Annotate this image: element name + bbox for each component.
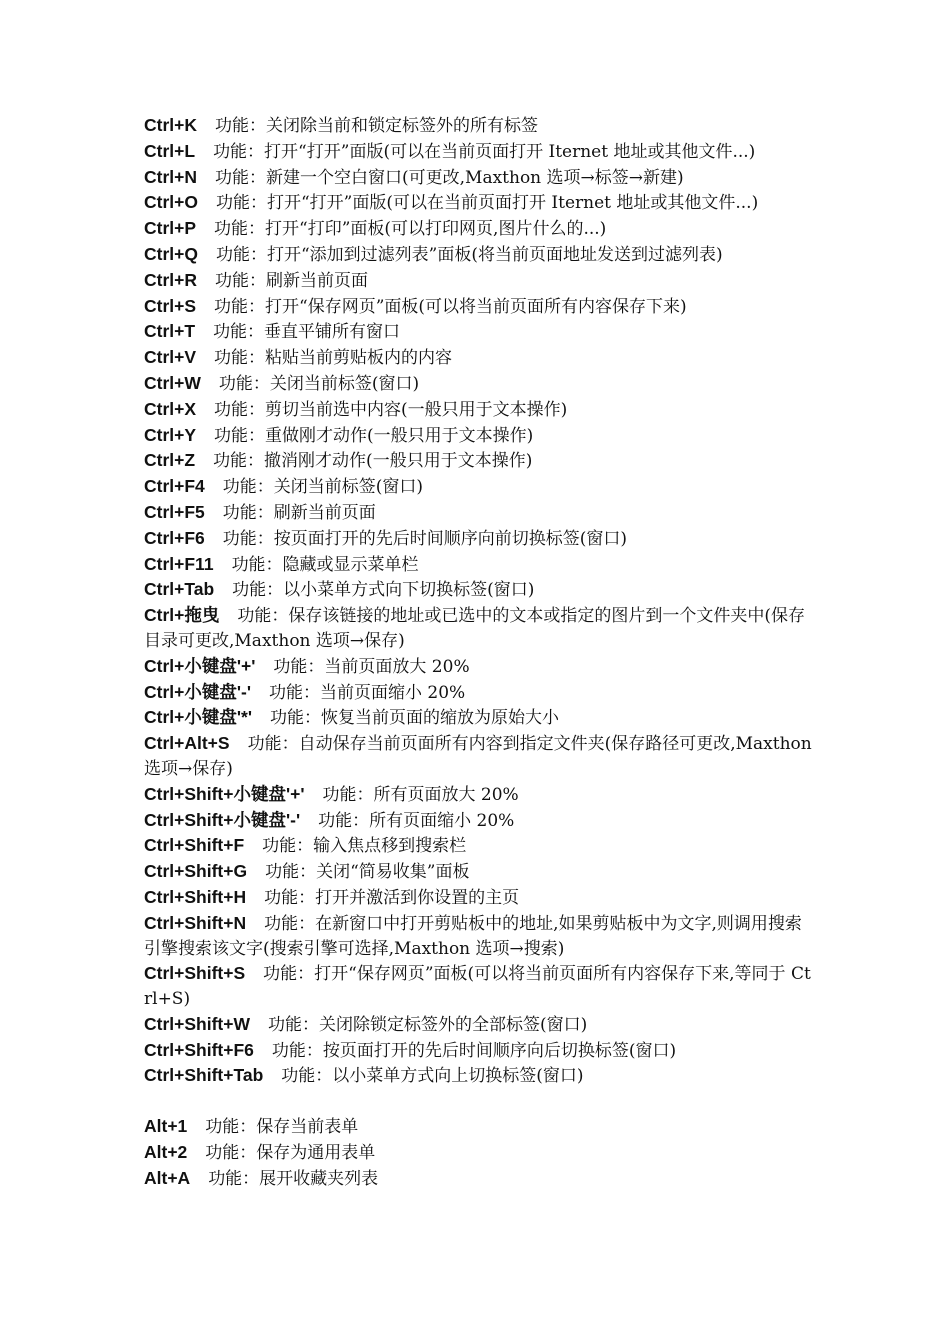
shortcut-line [144,1114,814,1140]
shortcut-desc: 功能：当前页面缩小 20% [269,682,466,703]
shortcut-desc: 功能：关闭除锁定标签外的全部标签(窗口) [267,1014,588,1035]
shortcut-desc: 功能：当前页面放大 20% [273,656,470,677]
shortcut-line [144,1038,814,1064]
shortcut-key: Ctrl+F11 [144,553,214,574]
shortcut-desc: 功能：打开“打开”面版(可以在当前页面打开 Iternet 地址或其他文件...) [215,193,759,214]
shortcut-line [144,113,814,139]
shortcut-line [144,371,814,397]
shortcut-line [144,859,814,885]
shortcut-desc: 功能：关闭当前标签(窗口) [218,373,420,394]
shortcut-desc: 功能：输入焦点移到搜索栏 [262,836,467,857]
shortcut-key: Ctrl+F5 [144,501,205,522]
shortcut-desc: 功能：打开“添加到过滤列表”面板(将当前页面地址发送到过滤列表) [215,244,723,265]
shortcut-line [144,680,814,706]
shortcut-desc: 功能：在新窗口中打开剪贴板中的地址,如果剪贴板中为文字,则调用搜索引擎搜索该文字(搜索引擎可选择,Maxthon 选项→搜索) [144,913,802,959]
shortcut-line [144,885,814,911]
shortcut-desc: 功能：刷新当前页面 [215,270,368,291]
shortcut-line [144,165,814,191]
shortcut-desc: 功能：保存该链接的地址或已选中的文本或指定的图片到一个文件夹中(保存目录可更改,Maxthon 选项→保存) [144,606,805,651]
shortcut-desc: 功能：关闭“简易收集”面板 [265,862,470,883]
shortcut-desc: 功能：刷新当前页面 [222,502,376,523]
shortcut-key: Ctrl+X [144,398,197,419]
shortcut-key: Ctrl+Shift+小键盘'-' [144,809,301,830]
shortcut-line [144,319,814,345]
shortcut-line [144,808,814,834]
shortcut-desc: 功能：以小菜单方式向上切换标签(窗口) [281,1066,584,1087]
shortcut-list [144,113,814,1191]
shortcut-key: Ctrl+Shift+H [144,886,247,907]
shortcut-key: Ctrl+F4 [144,476,205,497]
shortcut-line [144,782,814,808]
shortcut-key: Ctrl+Alt+S [144,733,230,754]
shortcut-desc: 功能：所有页面放大 20% [322,784,519,805]
ctrl-shortcuts-section [144,113,814,1089]
shortcut-desc: 功能：粘贴当前剪贴板内的内容 [214,348,453,369]
shortcut-line [144,268,814,294]
shortcut-key: Ctrl+P [144,218,197,239]
shortcut-line [144,294,814,320]
shortcut-desc: 功能：撤消刚才动作(一般只用于文本操作) [213,451,533,472]
shortcut-desc: 功能：打开“打开”面版(可以在当前页面打开 Iternet 地址或其他文件...) [213,141,756,162]
shortcut-line [144,216,814,242]
shortcut-key: Ctrl+拖曳 [144,605,220,626]
shortcut-line [144,448,814,474]
shortcut-line [144,603,814,654]
shortcut-line [144,731,814,782]
shortcut-desc: 功能：打开“打印”面板(可以打印网页,图片什么的...) [214,219,607,240]
shortcut-desc: 功能：关闭除当前和锁定标签外的所有标签 [215,116,538,136]
shortcut-line [144,139,814,165]
shortcut-desc: 功能：按页面打开的先后时间顺序向后切换标签(窗口) [271,1040,677,1061]
shortcut-line [144,1166,814,1192]
shortcut-key: Ctrl+Shift+F6 [144,1039,254,1060]
shortcut-key: Alt+A [144,1167,191,1188]
shortcut-key: Ctrl+Shift+S [144,963,246,984]
shortcut-key: Ctrl+S [144,295,197,316]
shortcut-key: Ctrl+O [144,192,198,213]
shortcut-key: Ctrl+Q [144,243,198,264]
shortcut-key: Ctrl+小键盘'-' [144,681,252,702]
shortcut-desc: 功能：打开“保存网页”面板(可以将当前页面所有内容保存下来,等同于 Ctrl+S) [144,964,811,1010]
shortcut-desc: 功能：保存为通用表单 [205,1142,376,1163]
shortcut-line [144,1012,814,1038]
shortcut-key: Ctrl+V [144,347,197,368]
shortcut-line [144,833,814,859]
shortcut-key: Ctrl+Y [144,424,197,445]
shortcut-key: Ctrl+N [144,166,197,187]
shortcut-key: Ctrl+Shift+G [144,861,248,882]
shortcut-key: Ctrl+Z [144,450,196,471]
shortcut-line [144,911,814,962]
shortcut-desc: 功能：自动保存当前页面所有内容到指定文件夹(保存路径可更改,Maxthon 选项→保存) [144,734,812,779]
shortcut-key: Ctrl+Shift+W [144,1013,250,1034]
shortcut-desc: 功能：剪切当前选中内容(一般只用于文本操作) [214,399,568,420]
shortcut-line [144,500,814,526]
shortcut-key: Ctrl+L [144,140,196,161]
shortcut-desc: 功能：保存当前表单 [205,1117,359,1138]
shortcut-key: Ctrl+Shift+小键盘'+' [144,783,305,804]
shortcut-desc: 功能：打开并激活到你设置的主页 [264,887,520,908]
shortcut-desc: 功能：隐藏或显示菜单栏 [231,554,419,575]
shortcut-desc: 功能：新建一个空白窗口(可更改,Maxthon 选项→标签→新建) [215,167,684,188]
shortcut-desc: 功能：按页面打开的先后时间顺序向前切换标签(窗口) [222,528,628,549]
shortcut-key: Alt+2 [144,1141,188,1162]
shortcut-key: Ctrl+小键盘'+' [144,655,256,676]
alt-shortcuts-section [144,1114,814,1191]
shortcut-line [144,423,814,449]
shortcut-key: Ctrl+T [144,321,196,342]
shortcut-line [144,526,814,552]
shortcut-desc: 功能：打开“保存网页”面板(可以将当前页面所有内容保存下来) [214,296,687,317]
shortcut-desc: 功能：所有页面缩小 20% [318,810,515,831]
shortcut-key: Ctrl+小键盘'*' [144,707,252,728]
shortcut-line [144,345,814,371]
shortcut-line [144,552,814,578]
shortcut-line [144,961,814,1012]
shortcut-key: Ctrl+Shift+N [144,912,247,933]
shortcut-key: Ctrl+Tab [144,579,215,600]
section-spacer [144,1089,814,1114]
shortcut-key: Ctrl+Shift+F [144,835,245,856]
shortcut-line [144,1140,814,1166]
shortcut-line [144,242,814,268]
shortcut-key: Ctrl+W [144,372,201,393]
shortcut-key: Ctrl+F6 [144,527,205,548]
shortcut-line [144,577,814,603]
shortcut-line [144,474,814,500]
shortcut-desc: 功能：垂直平铺所有窗口 [213,322,401,343]
shortcut-desc: 功能：重做刚才动作(一般只用于文本操作) [214,425,534,446]
shortcut-desc: 功能：以小菜单方式向下切换标签(窗口) [232,580,535,601]
shortcut-key: Ctrl+Shift+Tab [144,1065,264,1086]
shortcut-desc: 功能：展开收藏夹列表 [208,1168,379,1189]
shortcut-key: Ctrl+K [144,115,197,135]
shortcut-line [144,705,814,731]
shortcut-key: Ctrl+R [144,269,197,290]
shortcut-line [144,654,814,680]
shortcut-desc: 功能：关闭当前标签(窗口) [222,477,424,498]
shortcut-line [144,190,814,216]
shortcut-line [144,1063,814,1089]
shortcut-desc: 功能：恢复当前页面的缩放为原始大小 [270,708,559,729]
shortcut-key: Alt+1 [144,1116,188,1137]
shortcut-line [144,397,814,423]
